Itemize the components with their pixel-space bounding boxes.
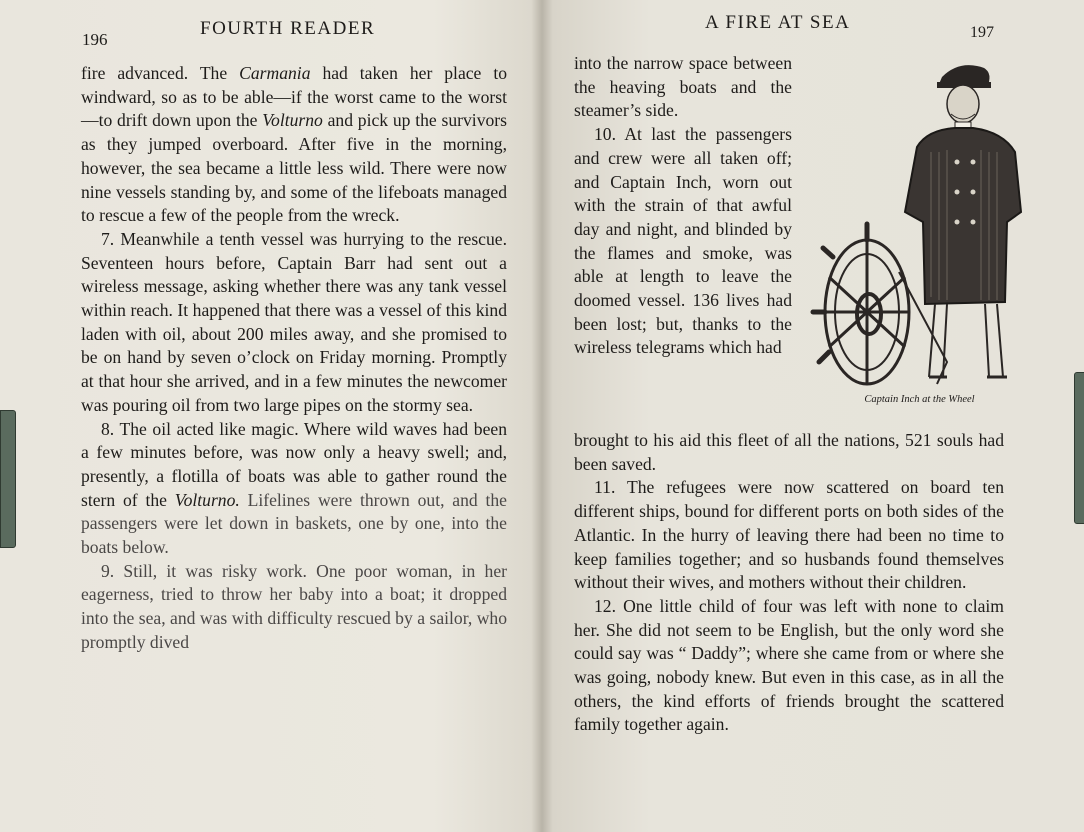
right-page-body-top bbox=[574, 52, 792, 360]
paragraph-continued: into the narrow space between the heaving boats and the steamer’s side. bbox=[574, 53, 792, 121]
text-run: had taken her place to windward, so as to be able—if the worst came to the worst—to drift down upon the bbox=[81, 63, 508, 131]
ship-name: Volturno. bbox=[174, 489, 240, 510]
running-head-right: A FIRE AT SEA bbox=[705, 12, 851, 33]
text-run: and pick up the survivors as they jumped overboard. After five in the morning, however, the sea became a little less wild. There were now nine vessels standing by, and some of the lifeboats managed to rescue a few of the people from the wreck. bbox=[81, 110, 507, 226]
paragraph-continued: brought to his aid this fleet of all the nations, 521 souls had been saved. bbox=[574, 430, 1004, 474]
left-page bbox=[0, 0, 540, 832]
text-run: fire advanced. The bbox=[81, 63, 240, 83]
ship-name: Carmania bbox=[239, 63, 311, 83]
figure-caption: Captain Inch at the Wheel bbox=[864, 394, 975, 405]
captain-at-wheel-icon bbox=[807, 52, 1032, 387]
captain-illustration bbox=[807, 52, 1032, 416]
paragraph-8 bbox=[81, 418, 507, 560]
paragraph-9: 9. Still, it was risky work. One poor woman, in her eagerness, tried to throw her baby into a boat; it dropped into the sea, and was with difficulty rescued by a sailor, who promptly dived bbox=[81, 560, 507, 652]
page-number-right: 197 bbox=[970, 24, 994, 41]
right-page-body-bottom bbox=[574, 429, 1004, 737]
running-head-left: FOURTH READER bbox=[200, 18, 376, 39]
ship-name: Volturno bbox=[262, 110, 323, 131]
paragraph-10: 10. At last the passengers and crew were all taken off; and Captain Inch, worn out with the strain of that awful day and night, and blinded by the flames and smoke, was able at length to leave the doomed vessel. 136 lives had been lost; but, thanks to the wireless telegrams which had bbox=[574, 124, 792, 358]
right-page bbox=[545, 0, 1084, 832]
text-run: Lifelines were thrown out, and the passengers were let down in baskets, one by one, into the boats below. bbox=[81, 489, 507, 558]
paragraph-12: 12. One little child of four was left with none to claim her. She did not seem to be English, but the only word she could say was “ Daddy”; where she came from or where she was going, nobody knew. But even in this case, as in all the others, the kind efforts of friends brought the scattered family together again. bbox=[574, 595, 1004, 735]
paragraph-7: 7. Meanwhile a tenth vessel was hurrying to the rescue. Seventeen hours before, Captain Barr had sent out a wireless message, asking whether there was any tank vessel within reach. It happened that there was a vessel of this kind laden with oil, about 200 miles away, and she promised to be on hand by seven o’clock on Friday morning. Promptly at that hour she arrived, and in a few minutes the newcomer was pouring oil from two large pipes on the stormy sea. bbox=[81, 228, 507, 415]
paragraph-continued bbox=[81, 62, 507, 228]
paragraph-11: 11. The refugees were now scattered on board ten different ships, bound for different ports on both sides of the Atlantic. In the hurry of leaving there had been no time to keep families together; and so husbands found themselves without their wives, and mothers without their children. bbox=[574, 477, 1004, 593]
left-page-body bbox=[81, 62, 507, 655]
page-number-left: 196 bbox=[82, 30, 108, 49]
text-run: 8. The oil acted like magic. Where wild waves had been a few minutes before, was now only a heavy swell; and, presently, a flotilla of boats was able to gather round the stern of the bbox=[81, 418, 507, 510]
